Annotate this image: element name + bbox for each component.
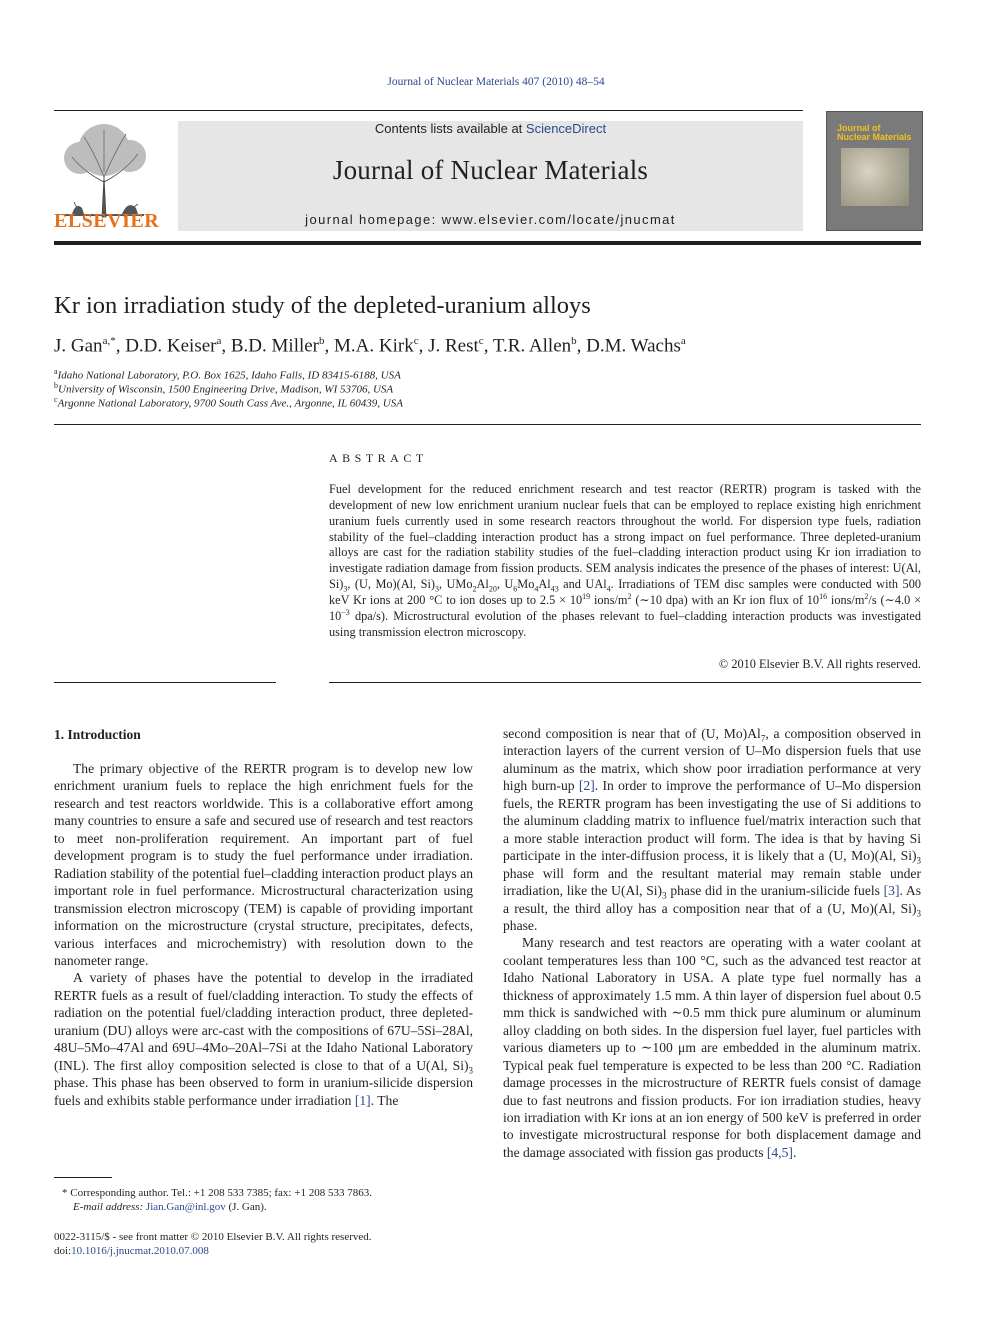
affiliation-mark: b (54, 381, 58, 390)
doi-label: doi: (54, 1245, 72, 1257)
affiliation (54, 381, 393, 396)
author-name: B.D. Miller (230, 335, 320, 357)
author-affiliation-mark[interactable]: a (216, 335, 222, 347)
author-name: J. Rest (428, 335, 479, 357)
publisher-logo-text: ELSEVIER (54, 210, 160, 232)
author-affiliation-mark[interactable]: c (478, 335, 484, 347)
author-name: D.D. Keiser (125, 335, 217, 357)
left-column (54, 760, 473, 1109)
section-heading: 1. Introduction (54, 727, 141, 742)
author-list: J. Gan$^{a,*}$, D.D. Keiser$^a$, B.D. Miller$^b$, M.A. Kirk$^c$, J. Rest$^c$, T.R. Allen$^b$, D.M. Wachs$^a$ (54, 335, 686, 357)
abstract-copyright: © 2010 Elsevier B.V. All rights reserved. (718, 657, 921, 671)
header-top-rule (54, 110, 803, 111)
journal-name: Journal of Nuclear Materials (332, 155, 649, 185)
affiliation-mark: a (54, 367, 58, 376)
affiliation (54, 367, 401, 382)
header-bottom-rule (54, 241, 921, 245)
paragraph: Many research and test reactors are operating with a water coolant at coolant temperatures less than 100 °C, such as the advanced test reactor at Idaho National Laboratory in USA. A plate type fuel normally has a thickness of approximately 1.5 mm. A thin layer of dispersion fuel about 0.5 mm thick is sandwiched with ∼0.5 mm thick pure aluminum or aluminum alloy cladding on both sides. In the dispersion fuel layer, fuel particles with various diameters up to ∼100 μm are embedded in the aluminum matrix. Typical peak fuel temperature is expected to be less than 200 °C. Radiation damage processes in the microstructure of RERTR fuels consist of damage due to fast neutrons and fission products. For ion irradiation studies, heavy ion irradiation with Kr ions at an ion energy of 500 keV is preferred in order to investigate microstructural response for both displacement damage and the damage associated with fission gas products [4,5]. (503, 935, 921, 1160)
homepage-prefix: journal homepage: (305, 212, 442, 227)
doi-link[interactable]: 10.1016/j.jnucmat.2010.07.008 (71, 1245, 209, 1257)
paragraph: second composition is near that of (U, $Mo)Al_7$, a composition observed in interaction layers of the current version of U–Mo dispersion fuels that use aluminum as the matrix, which show poor irradiation performance at very high burn-up [2]. In order to improve the performance of U–Mo dispersion fuels, the RERTR program has been investigating the use of Si additions to the aluminum cladding matrix to influence fuel/matrix interaction such that a more stable interaction product will form. The idea is that by having Si participate in the inter-diffusion process, it is likely that a (U, Mo)(Al, $Si)_3$ phase will form and the resultant material may remain stable under irradiation, like the U(Al, $Si)_3$ phase did in the uranium-silicide fuels [3]. As a result, the third alloy has a composition near that of a (U, Mo)(Al, $Si)_3$ phase. (503, 726, 921, 933)
author-name: T.R. Allen (492, 335, 572, 357)
author-name: J. Gan (54, 335, 103, 357)
cover-title-line2: Nuclear Materials (837, 132, 912, 142)
journal-homepage (178, 212, 803, 227)
author-name: M.A. Kirk (334, 335, 414, 357)
cover-image (841, 148, 909, 206)
author-affiliation-mark[interactable]: b (571, 335, 577, 347)
cover-title-line1: Journal of (837, 123, 881, 133)
email-label: E-mail address: (73, 1201, 146, 1213)
journal-cover-thumbnail (826, 111, 923, 231)
affiliation-rule (54, 424, 921, 425)
author-affiliation-mark[interactable]: c (413, 335, 419, 347)
abstract-heading: ABSTRACT (329, 451, 428, 465)
homepage-url[interactable]: www.elsevier.com/locate/jnucmat (441, 212, 676, 227)
article-title: Kr ion irradiation study of the depleted-uranium alloys (54, 292, 591, 319)
affiliation (54, 395, 403, 410)
author-affiliation-mark[interactable]: a,* (102, 335, 116, 347)
right-column (503, 725, 921, 1161)
reference-link[interactable]: [4,5] (766, 1144, 793, 1160)
reference-link[interactable]: [1] (354, 1092, 371, 1108)
email-note (73, 1201, 267, 1213)
affiliation-text: Idaho National Laboratory, P.O. Box 1625, Idaho Falls, ID 83415-6188, USA (57, 369, 401, 382)
affiliation-mark: c (54, 395, 58, 404)
issn-line: 0022-3115/$ - see front matter © 2010 Elsevier B.V. All rights reserved. (54, 1231, 372, 1243)
abstract-left-rule (54, 682, 276, 683)
affiliation-text: University of Wisconsin, 1500 Engineering Drive, Madison, WI 53706, USA (58, 383, 394, 396)
paragraph: A variety of phases have the potential to develop in the irradiated RERTR fuels as a result of fuel/cladding interaction. To study the effects of radiation on the potential fuel/cladding interaction product, three depleted-uranium (DU) alloys were arc-cast with the compositions of 67U–5Si–28Al, 48U–5Mo–47Al and 69U–4Mo–20Al–7Si at the Idaho National Laboratory (INL). The first alloy composition selected is close to that of a U(Al, $Si)_3$ phase. This phase has been observed to form in uranium-silicide dispersion fuels and exhibits stable performance under irradiation [1]. The (54, 970, 473, 1108)
author-affiliation-mark[interactable]: a (680, 335, 686, 347)
abstract-body: Fuel development for the reduced enrichment research and test reactor (RERTR) program is tasked with the development of new low enrichment uranium nuclear fuels that can be employed to replace existing high enrichment uranium fuels currently used in some research reactors throughout the world. For dispersion type fuels, radiation stability of the fuel–cladding interaction product has a strong impact on fuel performance. Three depleted-uranium alloys are cast for the radiation stability studies of the fuel–cladding interaction product using Kr ion irradiation to investigate radiation damage from fission products. SEM analysis indicates the presence of the phases of interest: U(Al, $Si)_3$, (U, Mo)(Al, $Si)_3$, $UMo_2Al_{20}$, $U_6Mo_4Al_{43}$ and UAl$_4$. Irradiations of TEM disc samples were conducted with 500 keV Kr ions at 200 °C to ion doses up to $2.5 \times 10^{19}$ ions/$m^2$ (∼10 dpa) with an Kr ion flux of $10^{16}$ ions/$m^2/s$ (∼4.0 × $10^{-3}$ dpa/s). Microstructural evolution of the phases relevant to fuel–cladding interaction products was investigated using transmission electron microscopy. (329, 482, 922, 639)
contents-line (178, 121, 803, 136)
email-suffix: (J. Gan). (225, 1201, 267, 1213)
journal-citation[interactable]: Journal of Nuclear Materials 407 (2010) 48–54 (387, 76, 605, 88)
sciencedirect-link[interactable]: ScienceDirect (525, 121, 607, 136)
reference-link[interactable]: [2] (578, 778, 595, 794)
paragraph: The primary objective of the RERTR program is to develop new low enrichment uranium fuels to replace the high enrichment fuels for the research and test reactors worldwide. This is a collaborative effort among many countries to ensure a safe and secured use of research and test reactors to meet non-proliferation requirement. An important part of fuel development program is to study the fuel performance under irradiation. Radiation stability of the potential fuel–cladding interaction product plays an important role in fuel performance. Microstructural characterization using transmission electron microscopy (TEM) is capable of providing important information on the microstructure (crystal structure, precipitates, defects, various interfaces and microchemistry) with resolution down to the nanometer range. (54, 761, 473, 968)
footnote-rule (54, 1177, 112, 1178)
cover-title (837, 124, 917, 142)
abstract-right-rule (329, 682, 921, 683)
email-link[interactable]: Jian.Gan@inl.gov (145, 1201, 226, 1213)
corresponding-author-note: * Corresponding author. Tel.: +1 208 533 7385; fax: +1 208 533 7863. (62, 1187, 372, 1199)
affiliation-text: Argonne National Laboratory, 9700 South Cass Ave., Argonne, IL 60439, USA (57, 397, 403, 410)
author-affiliation-mark[interactable]: b (319, 335, 325, 347)
doi-line (54, 1245, 209, 1257)
reference-link[interactable]: [3] (883, 883, 900, 899)
contents-prefix: Contents lists available at (374, 121, 526, 136)
author-name: D.M. Wachs (586, 335, 681, 357)
